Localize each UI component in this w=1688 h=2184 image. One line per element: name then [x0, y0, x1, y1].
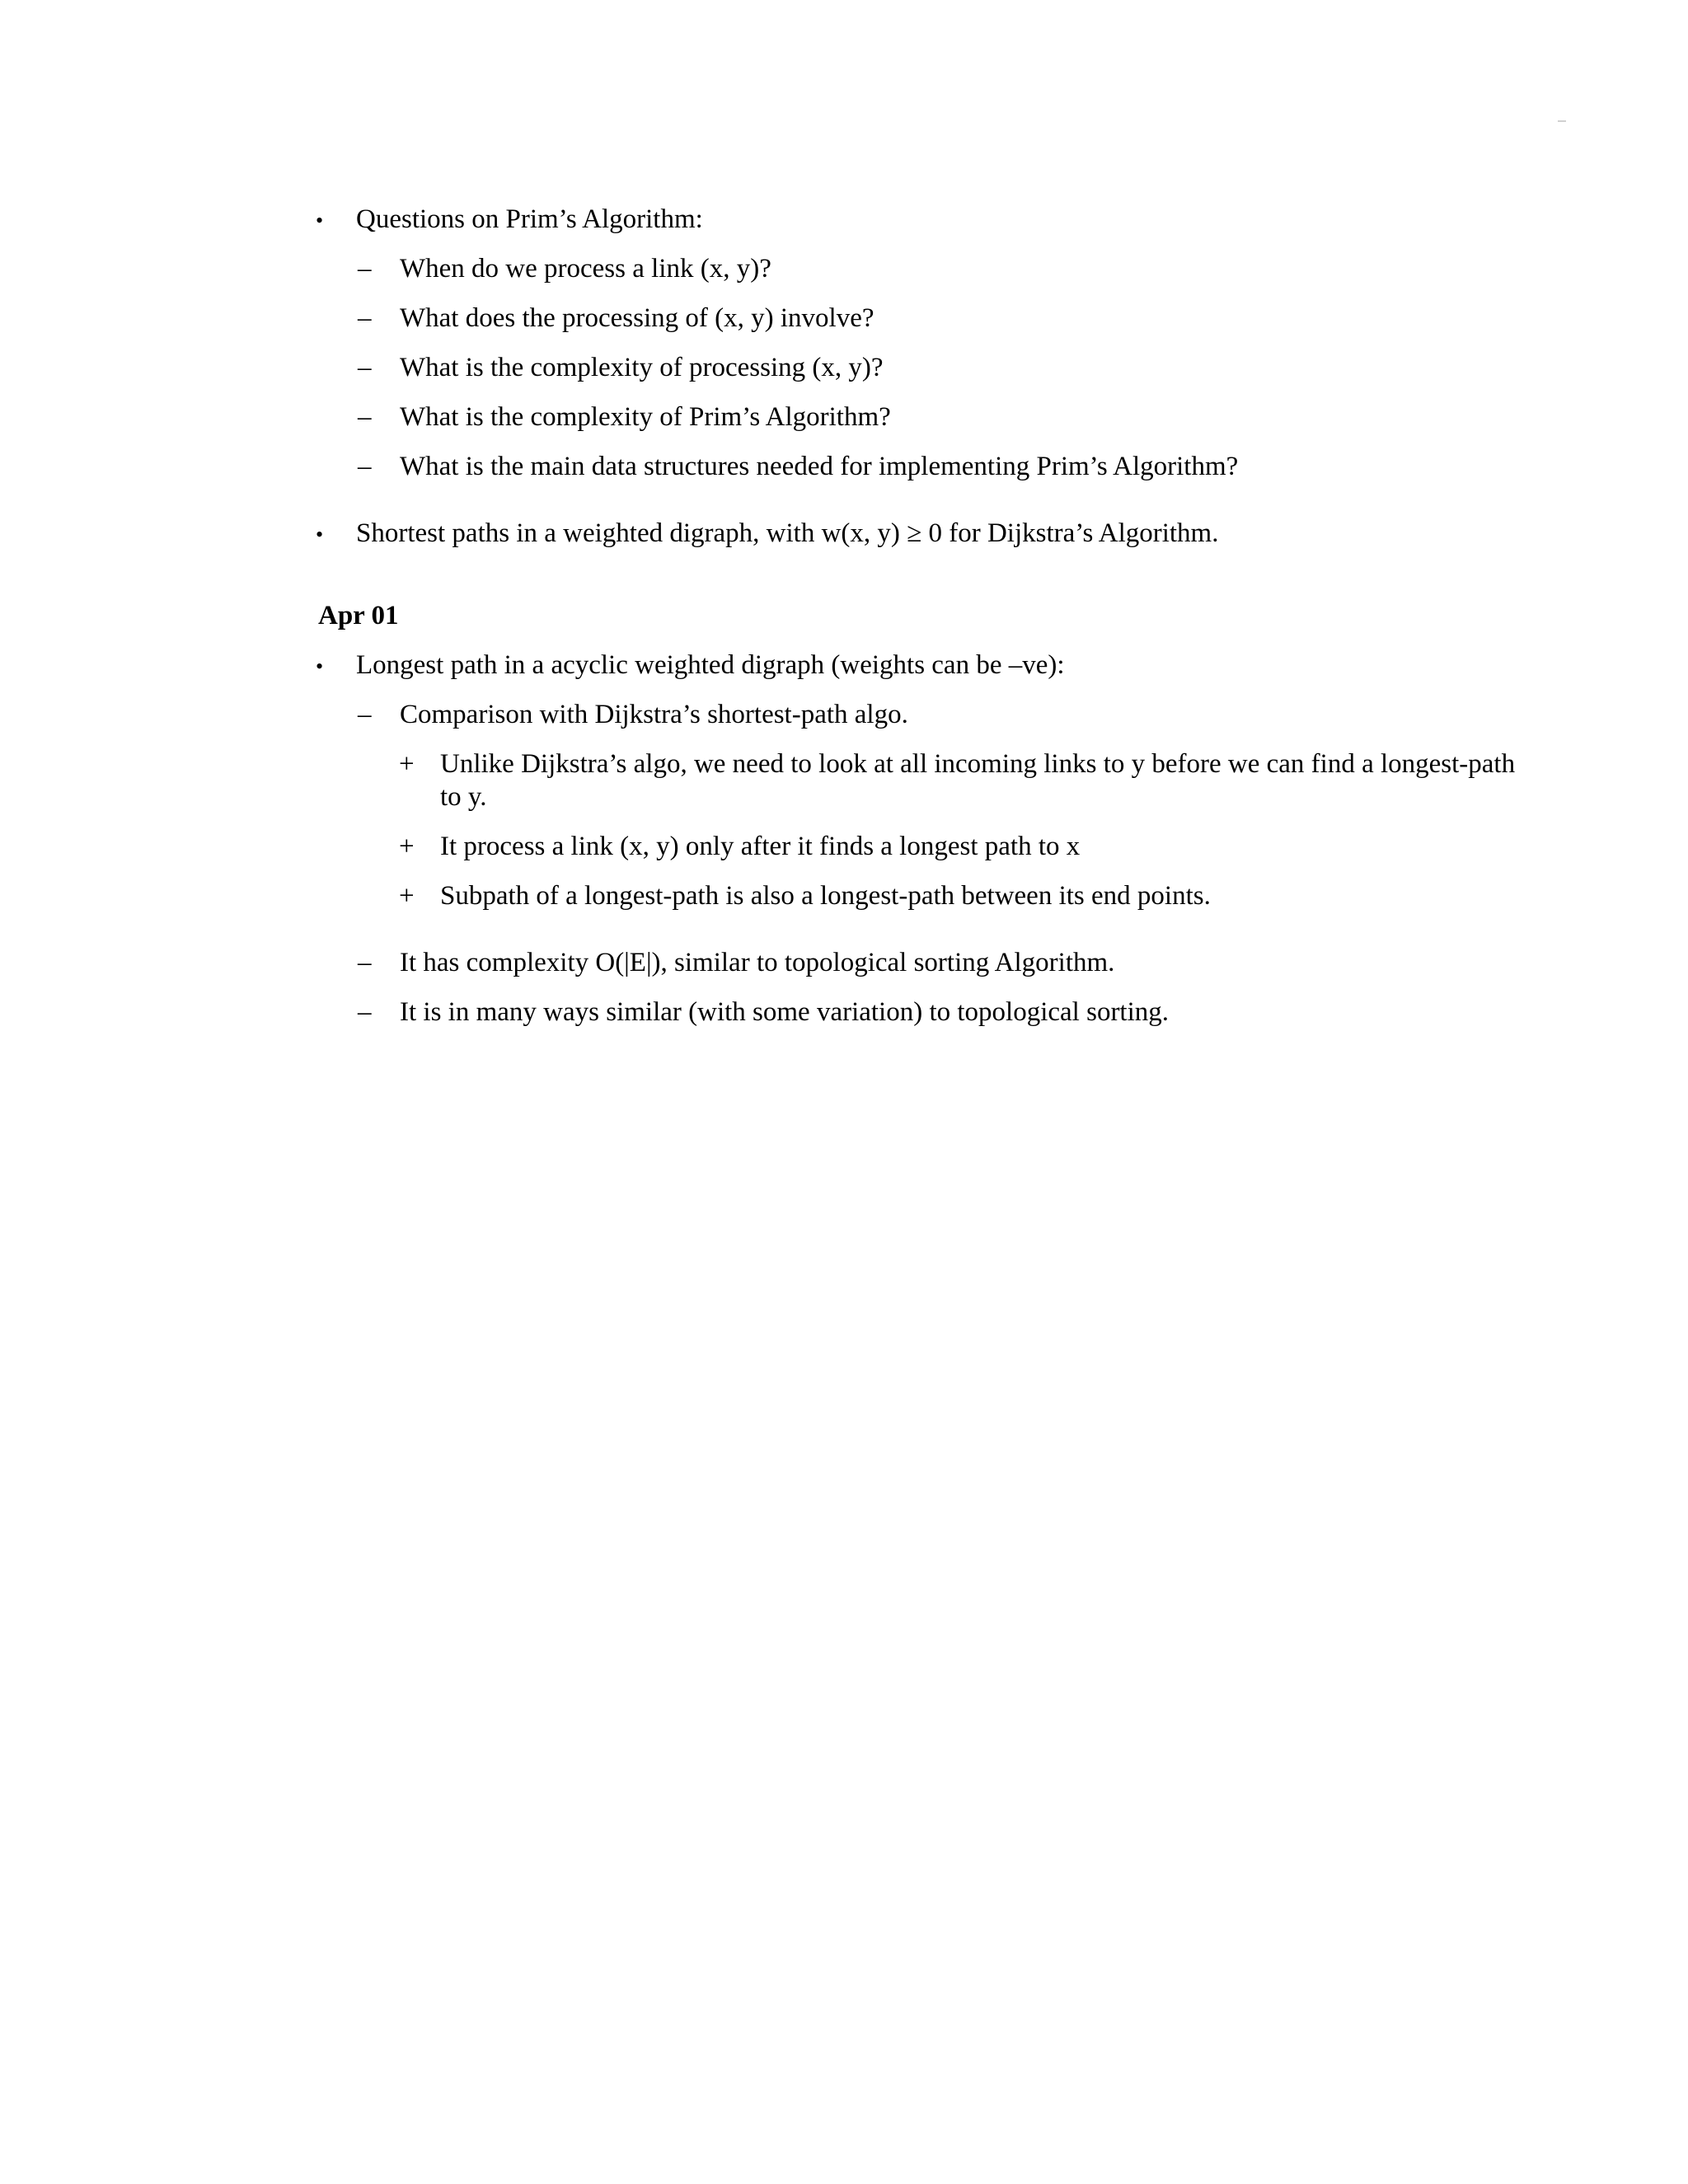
bullet-marker: • [316, 523, 324, 546]
prim-question-4: What is the complexity of Prim’s Algorithm? [400, 402, 891, 432]
longest-path-bullet: Longest path in a acyclic weighted digraph (weights can be –ve): [356, 650, 1065, 680]
prim-question-3: What is the complexity of processing (x, y)? [400, 353, 884, 382]
dash-marker: – [358, 254, 372, 284]
comparison-point-3: Subpath of a longest-path is also a longest-path between its end points. [440, 881, 1211, 911]
plus-marker: + [399, 881, 415, 911]
prim-questions-bullet: Questions on Prim’s Algorithm: [356, 204, 703, 234]
comparison-point-2: It process a link (x, y) only after it finds a longest path to x [440, 832, 1081, 861]
comparison-item: Comparison with Dijkstra’s shortest-path algo. [400, 700, 908, 729]
dash-marker: – [358, 353, 372, 382]
prim-question-2: What does the processing of (x, y) involve? [400, 303, 874, 333]
plus-marker: + [399, 749, 415, 779]
similarity-item: It is in many ways similar (with some variation) to topological sorting. [400, 997, 1170, 1027]
complexity-item: It has complexity O(|E|), similar to topological sorting Algorithm. [400, 948, 1115, 977]
dijkstra-bullet: Shortest paths in a weighted digraph, with w(x, y) ≥ 0 for Dijkstra’s Algorithm. [356, 518, 1219, 548]
prim-question-1: When do we process a link (x, y)? [400, 254, 771, 284]
page-mark [1558, 120, 1566, 122]
dash-marker: – [358, 700, 372, 729]
dash-marker: – [358, 402, 372, 432]
date-heading: Apr 01 [318, 601, 399, 630]
dash-marker: – [358, 948, 372, 977]
comparison-point-1: Unlike Dijkstra’s algo, we need to look at all incoming links to y before we can find a longest-path [440, 749, 1516, 779]
prim-question-5: What is the main data structures needed for implementing Prim’s Algorithm? [400, 452, 1239, 481]
bullet-marker: • [316, 209, 324, 232]
bullet-marker: • [316, 654, 324, 678]
dash-marker: – [358, 452, 372, 481]
plus-marker: + [399, 832, 415, 861]
comparison-point-1-continued: to y. [440, 782, 487, 812]
dash-marker: – [358, 303, 372, 333]
dash-marker: – [358, 997, 372, 1027]
